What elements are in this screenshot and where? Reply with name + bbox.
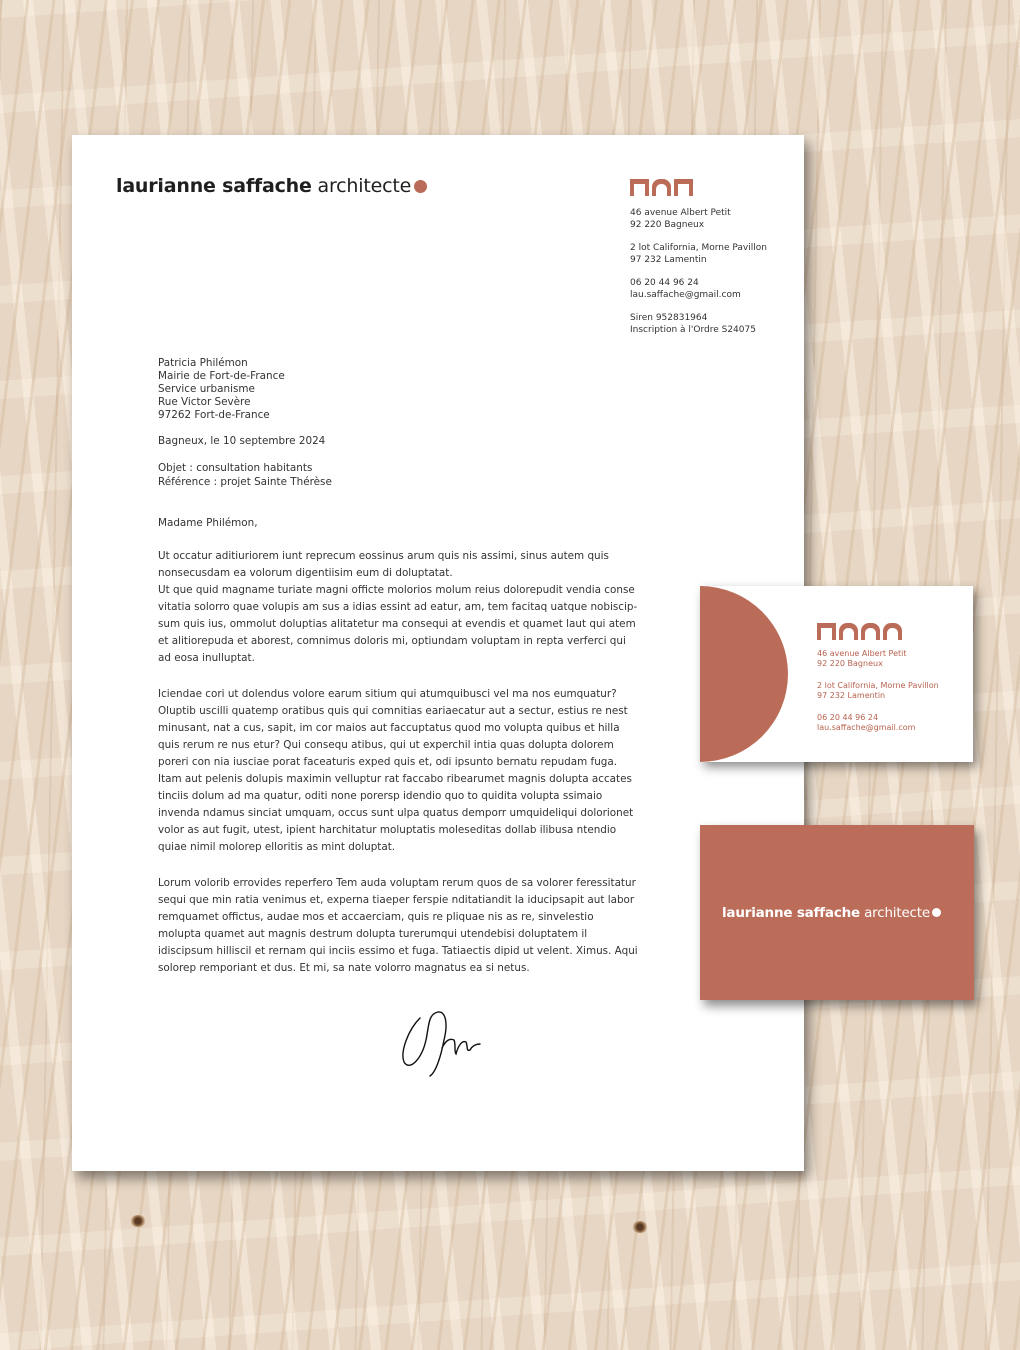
business-card-front: [700, 586, 973, 762]
legal-info: Siren 952831964 Inscription à l'Ordre S24075: [630, 313, 756, 335]
brand-name-bold: laurianne saffache: [116, 175, 312, 197]
paragraph-3: Lorum volorib errovides reperfero Tem auda voluptam rerum quos de sa volorer feressitatur sequi que min ratia venimus et, experna tiaeper ferspie nditatiandit la iducipsapit aut labor remquamet offictus, audae mos et accaerciam, quis re pliquae nis as re, sinvelestio molupta quamet aut magnis destrum dolupta turerumqui utendebisi doluptatem il idiscipsum hilliscil et rernam qui inciis essimo et fuga. Tatiaectis dipid ut velent. Ximus. Aqui solorep remporiant et dus. Et mi, sa nate volorro magnatus ea si netus.: [158, 877, 638, 974]
signature-icon: [398, 1000, 513, 1080]
place-date: Bagneux, le 10 septembre 2024: [158, 435, 326, 447]
letterhead-contact: [630, 208, 767, 348]
reference-line: Référence : projet Sainte Thérèse: [158, 475, 332, 488]
round-arch-icon: [861, 623, 880, 640]
brand-name-light: architecte: [317, 175, 412, 197]
card-contact: [817, 649, 939, 745]
half-circle-shape: [700, 586, 788, 762]
round-arch-icon: [839, 623, 858, 640]
card-phone-email: 06 20 44 96 24 lau.saffache@gmail.com: [817, 713, 916, 732]
card-brand-wordmark: laurianne saffache architecte: [722, 905, 941, 921]
phone-email: [630, 278, 767, 301]
square-arch-icon: [817, 623, 836, 640]
subject-block: [158, 462, 638, 489]
phone: 06 20 44 96 24: [630, 278, 699, 288]
brand-dot-icon: [932, 908, 941, 917]
wood-knot: [632, 1221, 648, 1233]
arches-logo-icon: [817, 623, 905, 640]
arches-logo-icon: [630, 179, 696, 196]
round-arch-icon: [652, 179, 671, 196]
address-martinique: 2 lot California, Morne Pavillon 97 232 Lamentin: [630, 243, 767, 265]
business-card-back: [700, 825, 974, 1000]
letterhead-sheet: [72, 135, 804, 1171]
subject-line: Objet : consultation habitants: [158, 462, 313, 474]
paragraph-2: Iciendae cori ut dolendus volore earum sitium qui atumquibusci vel ma nos eumquatur? Oluptib uscilli quatemp oratibus quis qui comnitias eariaecatur aut a sectur, estius re nest minusant, nat a cus, sapit, im cor maios aut faccuptatus quod mo volupta quibus et hilla quis rerum re nus etur? Qui consequ atibus, qui ut experchil intia quas dolupta dolorem poreri con nia iusciae porat faceaturis exped quis et, odi ipsunto bernatu repudam fuga. Itam aut pelenis dolupis maximin velluptur rat faccabo ribearumet magnis dolupta accates tinciis dolum ad ma quatur, oditi none porersp idendio quo to quidita volupta ssimaio invenda ndamus sinciat umquam, occus sunt ulpa quatus demporr umquideliqui dolorionet volor as aut fugit, utest, ipient harchitatur moluptatis moleseditas dollab ilibusa ntendio quiae nimil molorep elloritis as mint doluptat.: [158, 688, 634, 853]
card-address-martinique: 2 lot California, Morne Pavillon 97 232 Lamentin: [817, 681, 939, 700]
square-arch-icon: [630, 179, 649, 196]
round-arch-icon: [883, 623, 902, 640]
brand-dot-icon: [414, 180, 427, 193]
salutation: Madame Philémon,: [158, 517, 258, 529]
email: lau.saffache@gmail.com: [630, 289, 741, 300]
brand-wordmark: [116, 175, 427, 197]
recipient-block: Patricia Philémon Mairie de Fort-de-France Service urbanisme Rue Victor Sevère 97262 Fort-de-France: [158, 357, 285, 421]
card-address-paris: 46 avenue Albert Petit 92 220 Bagneux: [817, 649, 907, 668]
paragraph-1: Ut occatur aditiuriorem iunt reprecum eossinus arum quis nis assimi, sinus autem quis nonsecusdam ea volorum digentiisim eum di doluptatat. Ut que quid magname turiate magni officte molorios molum reius dolorepudit vendia conse vitatia solorro quae volupis am sus a idias essint ad eatur, am, tem facitaq uatque nobiscipsum quis ius, ommolut doluptias alitatetur ma consequi at evendis et quamet laut qui atem et alitiorepuda et aborest, comnimus doloris mi, optiundam voluptam in repta verferci qui ad eosa inulluptat.: [158, 550, 638, 664]
wood-knot: [130, 1215, 146, 1227]
square-arch-icon: [674, 179, 693, 196]
address-paris: 46 avenue Albert Petit 92 220 Bagneux: [630, 208, 731, 230]
